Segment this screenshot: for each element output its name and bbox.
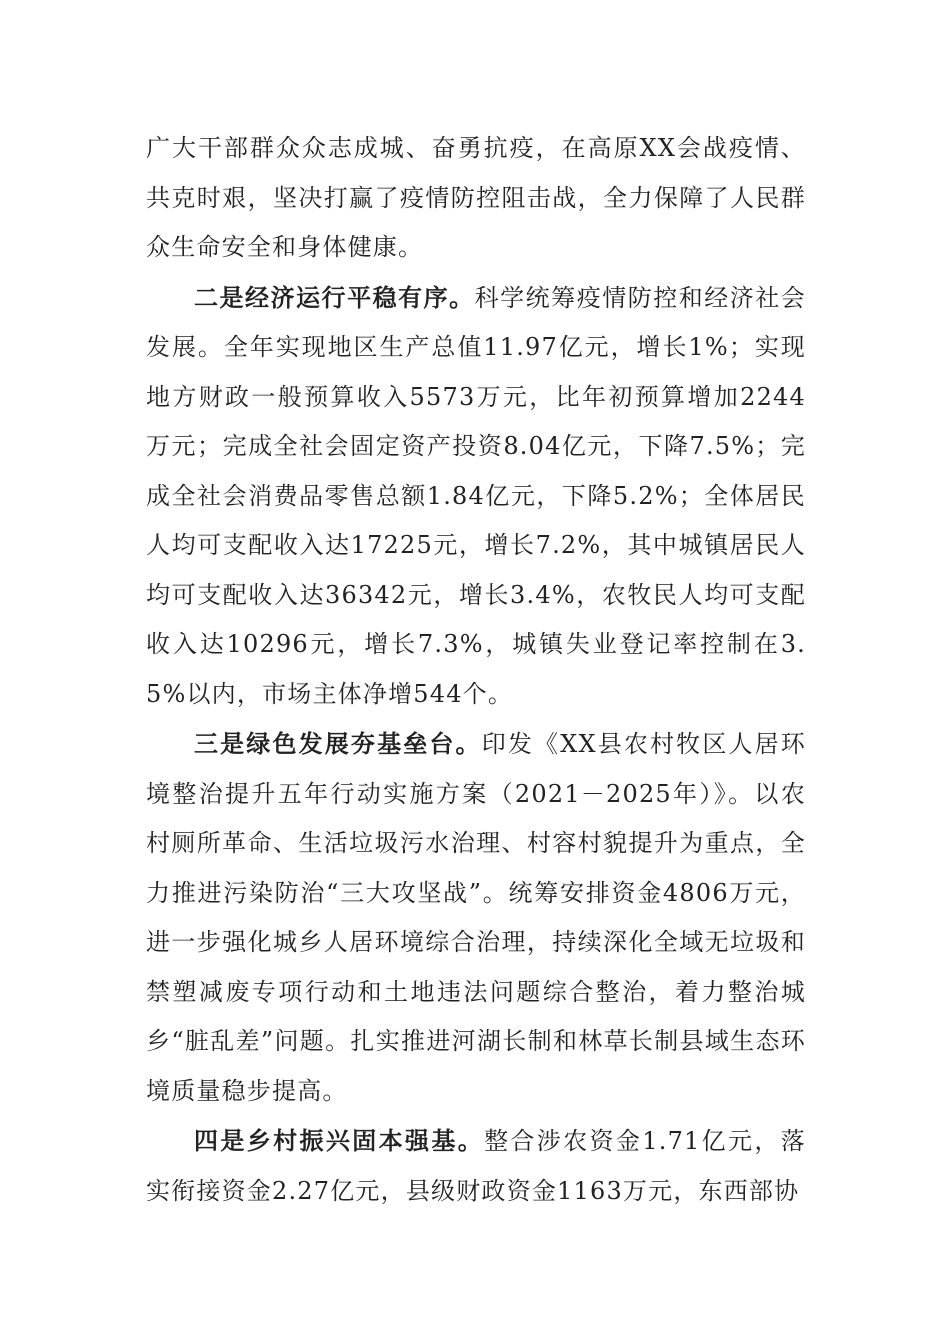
paragraph-continuation	[146, 124, 806, 273]
paragraph-text: 整合涉农资金1.71亿元，落实衔接资金2.27亿元，县级财政资金1163万元，东西部协	[146, 1127, 806, 1205]
paragraph-text: 科学统筹疫情防控和经济社会发展。全年实现地区生产总值11.97亿元，增长1%；实现地方财政一般预算收入5573万元，比年初预算增加2244万元；完成全社会固定资产投资8.04亿元，下降7.5%；完成全社会消费品零售总额1.84亿元，下降5.2%；全体居民人均可支配收入达17225元，增长7.2%，其中城镇居民人均可支配收入达36342元，增长3.4%，农牧民人均可支配收入达10296元，增长7.3%，城镇失业登记率控制在3.5%以内，市场主体净增544个。	[146, 283, 806, 708]
paragraph-text: 广大干部群众众志成城、奋勇抗疫，在高原XX会战疫情、共克时艰，坚决打赢了疫情防控阻击战，全力保障了人民群众生命安全和身体健康。	[146, 134, 806, 261]
document-page	[146, 124, 806, 1216]
paragraph-economy	[146, 273, 806, 720]
paragraph-rural-revitalization	[146, 1116, 806, 1216]
paragraph-heading: 二是经济运行平稳有序。	[194, 282, 475, 312]
paragraph-green-development	[146, 719, 806, 1116]
paragraph-text: 印发《XX县农村牧区人居环境整治提升五年行动实施方案（2021－2025年）》。以农村厕所革命、生活垃圾污水治理、村容村貌提升为重点，全力推进污染防治“三大攻坚战”。统筹安排资金4806万元，进一步强化城乡人居环境综合治理，持续深化全域无垃圾和禁塑减废专项行动和土地违法问题综合整治，着力整治城乡“脏乱差”问题。扎实推进河湖长制和林草长制县域生态环境质量稳步提高。	[146, 730, 806, 1105]
paragraph-heading: 三是绿色发展夯基垒台。	[194, 729, 482, 758]
paragraph-heading: 四是乡村振兴固本强基。	[194, 1126, 485, 1155]
